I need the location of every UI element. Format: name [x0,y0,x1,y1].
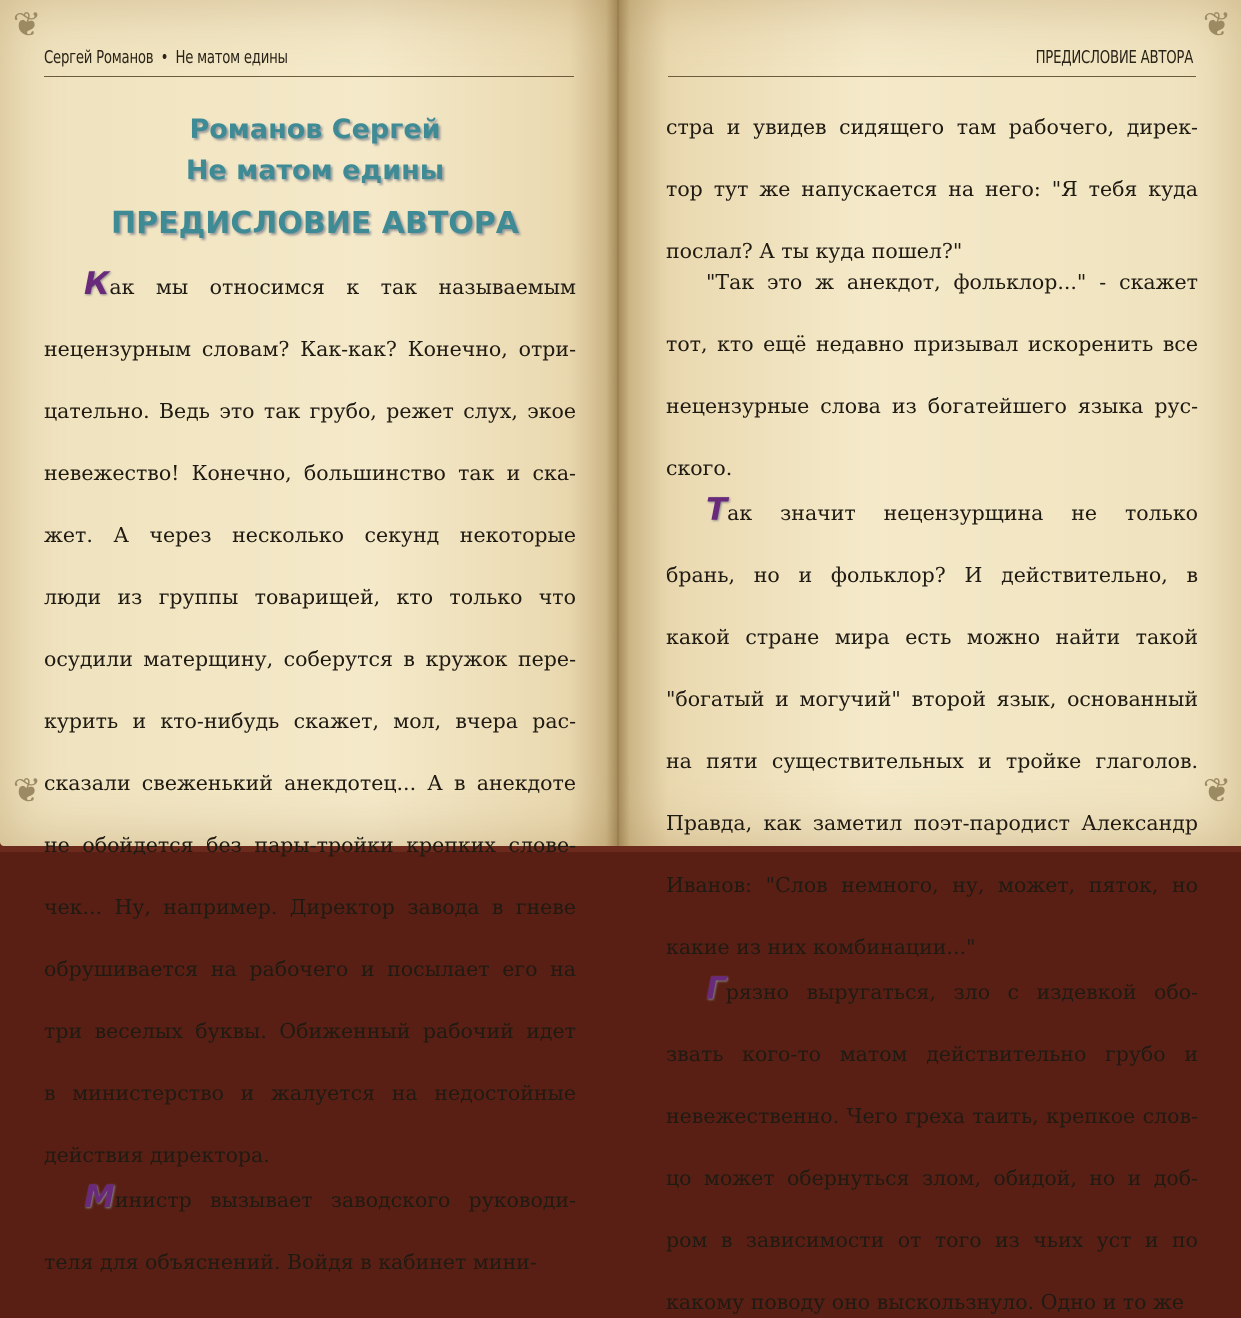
text-line: обрушивается на рабочего и посылает его на [44,957,576,981]
text-line: тот, кто ещё недавно призывал искоренить все [666,332,1198,356]
header-rule-right [668,76,1196,77]
text-line: жет. А через несколько секунд некоторые [44,523,576,547]
text-line: осудили матерщину, соберутся в кружок пере- [44,647,576,671]
text-line: ак мы относимся к так называемым [109,275,576,299]
text-line: брань, но и фольклор? И действительно, в [666,563,1198,587]
text-line: чек... Ну, например. Директор завода в гневе [44,895,576,919]
paragraph [666,267,1198,484]
text-line: какой стране мира есть можно найти такой [666,625,1198,649]
paragraph [666,971,1198,1318]
header-separator: • [160,47,169,68]
drop-cap-initial: Т [706,492,728,528]
text-line: в министерство и жалуется на недостойные [44,1081,576,1105]
paragraph [666,112,1198,267]
text-line: люди из группы товарищей, кто только что [44,585,576,609]
text-line: послал? А ты куда пошел?" [666,239,963,263]
text-line: Правда, как заметил поэт-пародист Александр [666,811,1198,835]
corner-ornament-icon: ❦ [1202,771,1232,811]
text-line: невежество! Конечно, большинство так и ска- [44,461,576,485]
corner-ornament-icon: ❦ [12,5,42,45]
header-book-title: Не матом едины [175,47,288,68]
title-author: Романов Сергей [189,114,441,145]
text-line: ак значит нецензурщина не только [727,501,1198,525]
text-line: Иванов: "Слов немного, ну, может, пяток, но [666,873,1198,897]
header-author: Сергей Романов [44,47,154,68]
chapter-title: ПРЕДИСЛОВИЕ АВТОРА [110,206,520,241]
text-line: "богатый и могучий" второй язык, основанный [666,687,1198,711]
text-line: не обойдется без пары-тройки крепких слове- [44,833,576,857]
right-page-text [666,112,1198,1318]
text-line: теля для объяснений. Войдя в кабинет мини- [44,1250,537,1274]
drop-cap-initial: М [84,1179,115,1215]
paragraph [44,1179,576,1278]
running-head-right: ПРЕДИСЛОВИЕ АВТОРА [1035,47,1193,68]
text-line: действия директора. [44,1143,270,1167]
text-line: ром в зависимости от того из чьих уст и по [666,1228,1198,1252]
text-line: на пяти существительных и тройке глаголов. [666,749,1198,773]
text-line: цательно. Ведь это так грубо, режет слух, экое [44,399,576,423]
title-book: Не матом едины [185,155,445,186]
corner-ornament-icon: ❦ [12,771,42,811]
text-line: курить и кто-нибудь скажет, мол, вчера рас- [44,709,576,733]
drop-cap-initial: К [84,266,110,302]
text-line: тор тут же напускается на него: "Я тебя куда [666,177,1198,201]
text-line: три веселых буквы. Обиженный рабочий идет [44,1019,576,1043]
text-line: нецензурным словам? Как-как? Конечно, отри- [44,337,576,361]
text-line: стра и увидев сидящего там рабочего, дирек- [666,115,1198,139]
text-line: какому поводу оно выскользнуло. Одно и то же [666,1290,1184,1314]
paragraph [44,266,576,1171]
text-line: ского. [666,456,733,480]
corner-ornament-icon: ❦ [1202,5,1232,45]
text-line: "Так это ж анекдот, фольклор..." - скажет [706,270,1198,294]
text-line: инистр вызывает заводского руководи- [114,1188,576,1212]
paragraph [666,492,1198,963]
text-line: звать кого-то матом действительно грубо и [666,1042,1198,1066]
drop-cap-initial: Г [706,971,726,1007]
text-line: рязно выругаться, зло с издевкой обо- [725,980,1198,1004]
text-line: нецензурные слова из богатейшего языка рус- [666,394,1198,418]
text-line: невежественно. Чего греха таить, крепкое слов- [666,1104,1198,1128]
text-line: сказали свеженький анекдотец... А в анекдоте [44,771,576,795]
left-page-text [44,266,576,1278]
text-line: какие из них комбинации..." [666,935,976,959]
header-rule-left [44,76,574,77]
text-line: цо может обернуться злом, обидой, но и доб- [666,1166,1198,1190]
running-head-left [44,47,288,68]
